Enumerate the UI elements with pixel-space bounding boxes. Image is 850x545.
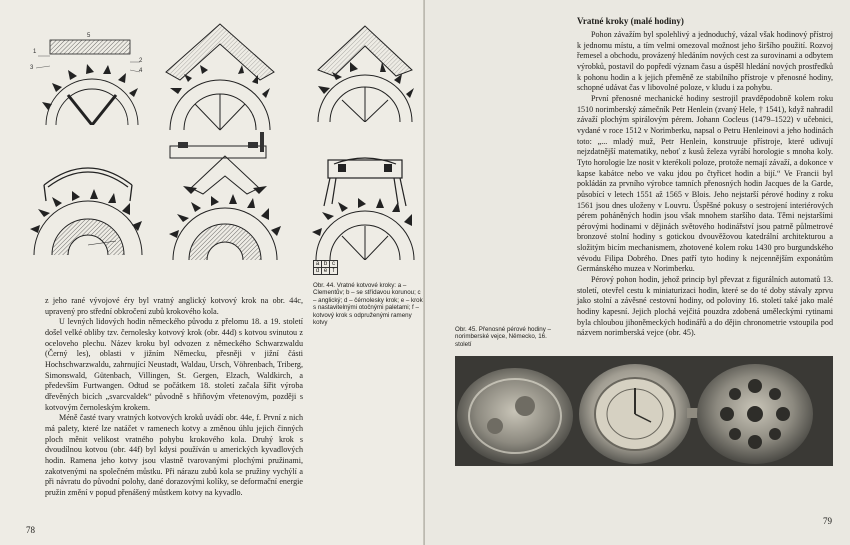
figure-44f-spring-arm-escapement bbox=[310, 150, 420, 260]
section-heading: Vratné kroky (malé hodiny) bbox=[577, 16, 684, 26]
figure-44d-black-forest-escapement bbox=[28, 145, 148, 255]
paragraph: Pérový pohon hodin, jehož princip byl převzat z figurálních automatů 13. století, otevřel cestu k miniaturizaci hodin, které se do té doby stávaly zprvu jako stolní a závěsné cestovní hodiny, od poloviny 16. století také jako malé hodiny kapesní. Jejich plochá vejčitá pouzdra zdobená uměleckými rytinami byla chloubou jihoněmeckých hodinářů a do dějin chronometrie vstoupila pod názvem norimberská vejce (obr. 45). bbox=[577, 275, 833, 338]
right-page bbox=[425, 0, 850, 545]
paragraph: Méně časté tvary vratných kotvových kroků uvádí obr. 44e, f. První z nich má palety, které lze natáčet v ramenech kotvy a změnou úhlu jejich činných ploch měnit velikost vratného pohybu krokového kola. Druhý krok s dvoudílnou kotvou (obr. 44f) byl kdysi používán u amerických kyvadlových hodin. Ramena jeho kotvy jsou vlastně tvarovanými plochými pružinami, zakotvenými na společném můstku. Při nárazu zubů kola se pružiny vychýlí a při návratu do původní polohy, dané dorazovými kolíky, se deformační energie pružin změní v popud přenášený můstkem kotvy na kyvadlo. bbox=[45, 413, 303, 497]
page-number-right: 79 bbox=[823, 516, 832, 526]
fig-label-4: 4 bbox=[139, 68, 143, 74]
figure-44-caption bbox=[313, 282, 423, 326]
fig-label-3: 3 bbox=[30, 65, 34, 71]
paragraph: z jeho rané vývojové éry byl vratný anglický kotvový krok na obr. 44c, upravený pro střední obkročení zubů krokového kola. bbox=[45, 296, 303, 316]
paragraph: Pohon závažím byl spolehlivý a jednoduchý, vázal však hodinový přístroj k jednomu místu, a tím velmi omezoval možnost jeho širšího použití. Rozvoj řemesel a obchodu, provázený hledáním nových cest za surovinami a odbytem výrobků, postavil do popředí význam času a úspěšl hledání nových prostředků k pohonu hodin a k jejich přeměně ze stabilního přístroje v přenosné hodiny, schopné udávat čas v libovolné poloze, v kludu i za pohybu. bbox=[577, 30, 833, 93]
key-d: d bbox=[314, 268, 322, 275]
key-e: e bbox=[322, 268, 330, 275]
caption-number: Obr. 44. bbox=[313, 282, 336, 289]
key-f: f bbox=[330, 268, 338, 275]
right-body-text bbox=[577, 30, 833, 339]
figure-45-photo-nuremberg-egg bbox=[455, 356, 833, 466]
figure-44c-anchor-escapement bbox=[310, 22, 420, 122]
caption-text: Vratné kotvové kroky: a – Clementův; b – se střídavou korunou; c – anglický; d – čérnolesky krok; e – krok s nastavitelnými otočnými paletami; f – kotvový krok s odpruženými rameny kotvy bbox=[313, 282, 423, 327]
figure-position-key bbox=[313, 260, 338, 275]
paragraph: První přenosné mechanické hodiny sestrojil pravděpodobně kolem roku 1510 norimberský zámečník Petr Henlein (zvaný Hele, † 1541), když nahradil závaží plochým spirálovým pérem. Johann Cocleus (1479–1522) v učebnici, vydané v roce 1512 v Norimberku, napsal o Petru Henleinovi a jeho hodinách toto: „... mladý muž, Petr Henlein, konstruuje přístroje, které udivují nejzdatnější matematiky, neboť z kusů železa vyrábí horologie s mnoha koly. Tyto horologie lze nosit v kterékoli poloze, protože nemají závaží, a dokonce v kapse kabátce nebo ve vaku jdou po čtyřicet hodin a bijí.“ Ve Francii byl pokládán za prvního výrobce tamních přenosných hodin Jacques de la Garde, působící v letech 1551 až 1565 v Blois. Jeho nejstarší pérové hodiny z roku 1561 jsou dnes uloženy v Louvru. Úspěšné pokusy o sestrojení interiérových pérem poháněných hodin jsou však mnohem staršího data. Těmi nejstaršími pérovými hodinami v dějinách světového hodinářství jsou patrně půlmetrové bronzové stolní hodiny s gotickou dvouvěžovou katedrální architekturou a složitým bicím mechanismem, zhotovené kolem roku 1430 pro burgundského vévodu Filipa Dobrého. Dnes patří tyto hodiny k nejcennějším exponátům Germánského muzea v Norimberku. bbox=[577, 93, 833, 274]
figure-44a-clement-escapement bbox=[28, 30, 148, 125]
caption-text: Přenosné pérové hodiny – norimberské vejce, Německo, 16. století bbox=[455, 326, 551, 348]
fig-label-2: 2 bbox=[139, 58, 143, 64]
fig-label-1: 1 bbox=[33, 49, 37, 55]
figure-45-caption bbox=[455, 326, 555, 348]
key-b: b bbox=[322, 261, 330, 268]
figure-44e-adjustable-pallet-escapement bbox=[165, 150, 285, 260]
paragraph: U levných lidových hodin německého původu z přelomu 18. a 19. století došel velké obliby tzv. černolesky kotvový krok (obr. 44d) s kotvou svinutou z oceloveho plechu. Název kroku byl odvozen z německého Schwarzwaldu (Černý les), oblasti v jižním Německu, přesněji v jižní části Hochschwarzwaldu, zahrnující Neustadt, Waldau, Ursch, Vöhrenbach, Triberg, Simonswald, Gütenbach, Villingen, St. Gergen, Elzach, Waldkirch, a především Furtwangen. Odtud se počátkem 18. století začala šířit výroba dřevěných bicích „svarcvaldek“ původně s hřiňovým vřetenovým, později s kotvovým černoleským krokem. bbox=[45, 317, 303, 412]
caption-number: Obr. 45. bbox=[455, 326, 478, 333]
key-a: a bbox=[314, 261, 322, 268]
fig-label-5: 5 bbox=[87, 33, 91, 39]
left-body-text bbox=[45, 296, 303, 498]
key-c: c bbox=[330, 261, 338, 268]
page-number-left: 78 bbox=[26, 525, 35, 535]
